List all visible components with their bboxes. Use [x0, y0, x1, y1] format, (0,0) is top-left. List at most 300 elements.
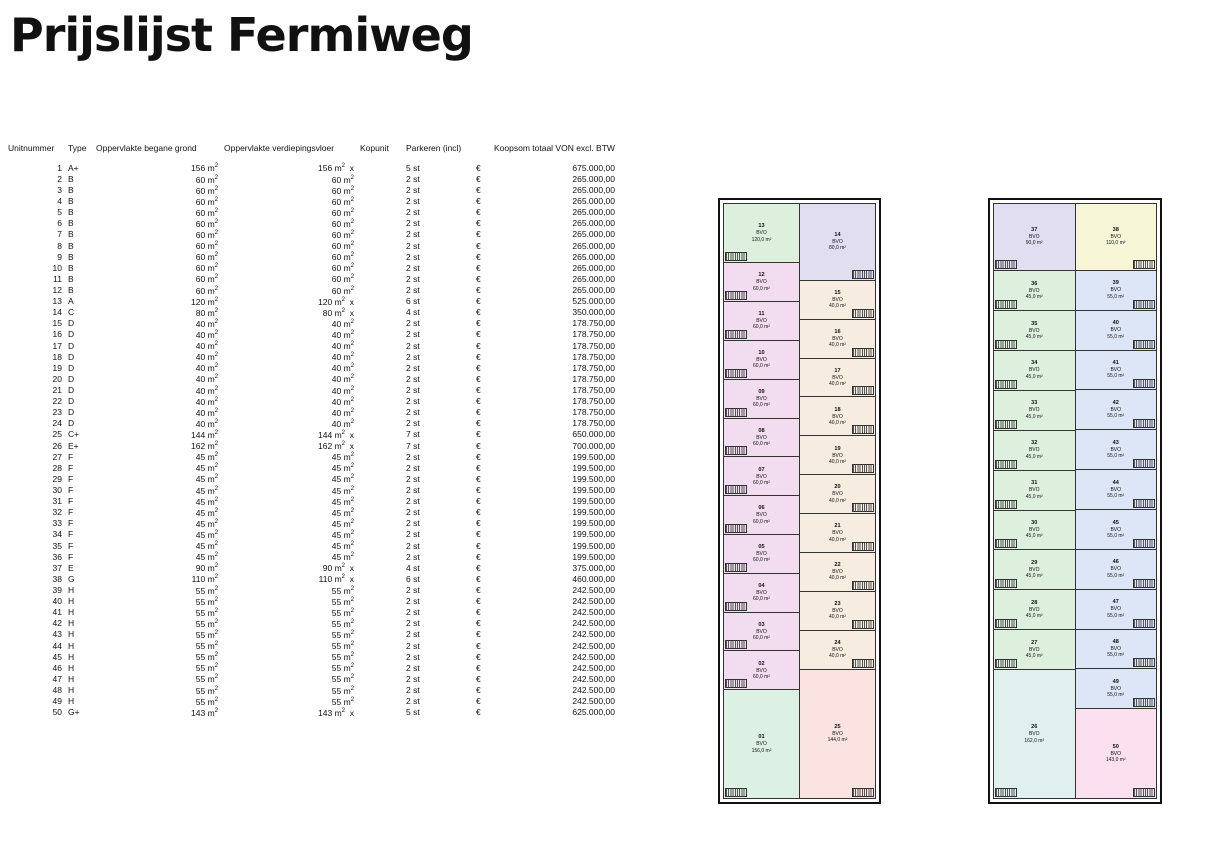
- floorplan-unit-36[interactable]: [994, 271, 1075, 311]
- cell-kopunit: [360, 229, 406, 240]
- cell-upper-area: 110 $m^2$ x: [318, 574, 354, 585]
- cell-currency: €: [476, 673, 481, 684]
- floorplan-block-2-inner: [993, 203, 1157, 799]
- cell-unit: 45: [52, 651, 62, 662]
- cell-price: 265.000,00: [572, 185, 615, 196]
- floorplan-unit-48[interactable]: [1076, 630, 1157, 670]
- floorplan-unit-bvo-label: BVO: [756, 589, 767, 596]
- cell-type: F: [68, 484, 74, 495]
- cell-currency: €: [476, 362, 481, 373]
- cell-currency: €: [476, 529, 481, 540]
- floorplan-unit-44[interactable]: [1076, 470, 1157, 510]
- cell-price: 178.750,00: [572, 418, 615, 429]
- cell-upper-area: 55 $m^2$: [331, 652, 354, 663]
- cell-unit: 47: [52, 673, 62, 684]
- floorplan-stair-icon: [725, 640, 747, 649]
- floorplan-stair-icon: [995, 260, 1017, 269]
- table-row: [8, 629, 621, 640]
- cell-currency: €: [476, 540, 481, 551]
- cell-type: H: [68, 651, 75, 662]
- cell-parking: 2 st: [406, 596, 420, 607]
- cell-parking: 2 st: [406, 318, 420, 329]
- cell-ground-area: 55 $m^2$: [195, 652, 218, 663]
- cell-currency: €: [476, 462, 481, 473]
- floorplan-unit-13[interactable]: [724, 204, 799, 263]
- cell-upper-area: 55 $m^2$: [331, 674, 354, 685]
- floorplan-stair-icon: [1133, 499, 1155, 508]
- cell-price: 242.500,00: [572, 696, 615, 707]
- cell-currency: €: [476, 251, 481, 262]
- cell-ground-area: 55 $m^2$: [195, 629, 218, 640]
- cell-type: D: [68, 373, 75, 384]
- floorplan-block-2-column-left: [994, 204, 1076, 798]
- floorplan-unit-23[interactable]: [800, 592, 875, 631]
- cell-ground-area: 45 $m^2$: [195, 507, 218, 518]
- table-row: [8, 340, 621, 351]
- cell-parking: 2 st: [406, 229, 420, 240]
- floorplan-unit-bvo-label: BVO: [756, 357, 767, 364]
- cell-unit: 40: [52, 596, 62, 607]
- floorplan-unit-number: 28: [1031, 600, 1038, 607]
- table-row: [8, 551, 621, 562]
- cell-unit: 6: [57, 218, 62, 229]
- table-row: [8, 285, 621, 296]
- table-row: [8, 674, 621, 685]
- cell-type: F: [68, 529, 74, 540]
- floorplan-unit-area: 40,0 m²: [829, 419, 846, 426]
- cell-upper-area: 60 $m^2$: [331, 174, 354, 185]
- floorplan-block-1-inner: [723, 203, 876, 799]
- cell-unit: 1: [57, 162, 62, 173]
- cell-parking: 5 st: [406, 707, 420, 718]
- floorplan-unit-area: 45,0 m²: [1025, 453, 1043, 460]
- floorplan-unit-area: 55,0 m²: [1107, 293, 1125, 300]
- cell-upper-area: 40 $m^2$: [331, 363, 354, 374]
- cell-kopunit: [360, 618, 406, 629]
- cell-price: 178.750,00: [572, 351, 615, 362]
- floorplan-unit-area: 60,0 m²: [753, 635, 770, 642]
- cell-type: F: [68, 551, 74, 562]
- cell-unit: 2: [57, 173, 62, 184]
- cell-parking: 2 st: [406, 684, 420, 695]
- floorplan-unit-50[interactable]: [1076, 709, 1157, 798]
- cell-currency: €: [476, 440, 481, 451]
- cell-ground-area: 40 $m^2$: [195, 329, 218, 340]
- floorplan-unit-area: 45,0 m²: [1025, 613, 1043, 620]
- floorplan-stair-icon: [1133, 340, 1155, 349]
- cell-kopunit: [360, 318, 406, 329]
- floorplan-unit-29[interactable]: [994, 550, 1075, 590]
- cell-currency: €: [476, 373, 481, 384]
- cell-upper-area: 55 $m^2$: [331, 663, 354, 674]
- floorplan-stair-icon: [1133, 788, 1155, 797]
- cell-currency: €: [476, 240, 481, 251]
- floorplan-stair-icon: [852, 309, 874, 318]
- table-row: [8, 596, 621, 607]
- cell-unit: 44: [52, 640, 62, 651]
- floorplan-unit-25[interactable]: [800, 670, 875, 798]
- cell-price: 525.000,00: [572, 296, 615, 307]
- floorplan-unit-bvo-label: BVO: [1110, 446, 1122, 453]
- cell-unit: 43: [52, 629, 62, 640]
- cell-currency: €: [476, 640, 481, 651]
- cell-price: 199.500,00: [572, 551, 615, 562]
- cell-type: H: [68, 662, 75, 673]
- table-row: [8, 196, 621, 207]
- floorplan-unit-49[interactable]: [1076, 669, 1157, 709]
- cell-ground-area: 162 $m^2$: [191, 440, 218, 451]
- floorplan-unit-20[interactable]: [800, 475, 875, 514]
- cell-currency: €: [476, 629, 481, 640]
- floorplan-stair-icon: [995, 539, 1017, 548]
- cell-price: 199.500,00: [572, 507, 615, 518]
- floorplan-unit-30[interactable]: [994, 511, 1075, 551]
- cell-parking: 2 st: [406, 384, 420, 395]
- cell-price: 178.750,00: [572, 373, 615, 384]
- floorplan-unit-27[interactable]: [994, 630, 1075, 670]
- table-row: [8, 585, 621, 596]
- floorplan-stair-icon: [995, 380, 1017, 389]
- cell-ground-area: 45 $m^2$: [195, 452, 218, 463]
- cell-currency: €: [476, 340, 481, 351]
- cell-currency: €: [476, 707, 481, 718]
- floorplan-unit-22[interactable]: [800, 553, 875, 592]
- floorplan-unit-number: 38: [1112, 227, 1119, 234]
- cell-type: H: [68, 673, 75, 684]
- cell-ground-area: 143 $m^2$: [191, 707, 218, 718]
- cell-currency: €: [476, 207, 481, 218]
- floorplan-unit-number: 42: [1112, 400, 1119, 407]
- floorplan-unit-area: 55,0 m²: [1107, 652, 1125, 659]
- floorplan-unit-47[interactable]: [1076, 590, 1157, 630]
- floorplan-stair-icon: [995, 579, 1017, 588]
- cell-kopunit: [360, 385, 406, 396]
- table-row: [8, 251, 621, 262]
- floorplan-unit-bvo-label: BVO: [1028, 287, 1040, 294]
- floorplan-unit-number: 17: [834, 367, 841, 374]
- cell-type: G: [68, 573, 75, 584]
- cell-unit: 5: [57, 207, 62, 218]
- floorplan-unit-area: 110,0 m²: [1106, 240, 1126, 247]
- floorplan-unit-area: 60,0 m²: [753, 673, 770, 680]
- floorplan-unit-34[interactable]: [994, 351, 1075, 391]
- floorplan-unit-bvo-label: BVO: [1028, 567, 1040, 574]
- cell-ground-area: 40 $m^2$: [195, 318, 218, 329]
- floorplan-unit-05[interactable]: [724, 535, 799, 574]
- floorplan-unit-42[interactable]: [1076, 390, 1157, 430]
- floorplan-unit-21[interactable]: [800, 514, 875, 553]
- cell-parking: 2 st: [406, 673, 420, 684]
- cell-upper-area: 45 $m^2$: [331, 474, 354, 485]
- cell-parking: 2 st: [406, 173, 420, 184]
- floorplan-block-2-column-right: [1076, 204, 1157, 798]
- cell-price: 700.000,00: [572, 440, 615, 451]
- floorplan-unit-14[interactable]: [800, 204, 875, 281]
- floorplan-unit-bvo-label: BVO: [1028, 607, 1040, 614]
- floorplan-stair-icon: [852, 659, 874, 668]
- cell-currency: €: [476, 418, 481, 429]
- floorplan-unit-19[interactable]: [800, 436, 875, 475]
- cell-upper-area: 40 $m^2$: [331, 374, 354, 385]
- cell-ground-area: 156 $m^2$: [191, 163, 218, 174]
- cell-upper-area: 40 $m^2$: [331, 418, 354, 429]
- cell-kopunit: [360, 518, 406, 529]
- column-header-parking: Parkeren (incl): [406, 143, 462, 153]
- table-row: [8, 318, 621, 329]
- cell-upper-area: 55 $m^2$: [331, 607, 354, 618]
- cell-unit: 27: [52, 451, 62, 462]
- cell-price: 178.750,00: [572, 362, 615, 373]
- cell-price: 199.500,00: [572, 529, 615, 540]
- cell-type: A+: [68, 162, 79, 173]
- cell-parking: 2 st: [406, 185, 420, 196]
- cell-type: B: [68, 251, 74, 262]
- floorplan-unit-number: 07: [758, 466, 765, 473]
- floorplan-unit-08[interactable]: [724, 419, 799, 458]
- cell-type: G+: [68, 707, 80, 718]
- cell-ground-area: 55 $m^2$: [195, 663, 218, 674]
- cell-ground-area: 90 $m^2$: [195, 563, 218, 574]
- cell-ground-area: 55 $m^2$: [195, 685, 218, 696]
- cell-kopunit: [360, 662, 406, 673]
- cell-parking: 2 st: [406, 418, 420, 429]
- floorplan-unit-28[interactable]: [994, 590, 1075, 630]
- floorplan-unit-46[interactable]: [1076, 550, 1157, 590]
- floorplan-unit-02[interactable]: [724, 651, 799, 690]
- cell-type: D: [68, 396, 75, 407]
- floorplan-unit-06[interactable]: [724, 496, 799, 535]
- cell-kopunit: [360, 607, 406, 618]
- cell-type: H: [68, 618, 75, 629]
- floorplan-unit-43[interactable]: [1076, 430, 1157, 470]
- cell-currency: €: [476, 662, 481, 673]
- cell-type: F: [68, 540, 74, 551]
- floorplan-unit-09[interactable]: [724, 380, 799, 419]
- cell-unit: 49: [52, 696, 62, 707]
- floorplan-unit-bvo-label: BVO: [832, 335, 843, 342]
- floorplan-unit-12[interactable]: [724, 263, 799, 302]
- floorplan-unit-bvo-label: BVO: [1110, 566, 1122, 573]
- floorplan-unit-number: 25: [834, 724, 841, 731]
- cell-currency: €: [476, 307, 481, 318]
- cell-type: B: [68, 218, 74, 229]
- cell-price: 675.000,00: [572, 162, 615, 173]
- cell-kopunit: [360, 185, 406, 196]
- cell-kopunit: [360, 485, 406, 496]
- floorplan-unit-38[interactable]: [1076, 204, 1157, 271]
- floorplan-stair-icon: [1133, 658, 1155, 667]
- cell-price: 265.000,00: [572, 240, 615, 251]
- cell-parking: 6 st: [406, 296, 420, 307]
- cell-parking: 2 st: [406, 251, 420, 262]
- cell-type: F: [68, 496, 74, 507]
- floorplan-unit-number: 33: [1031, 400, 1038, 407]
- cell-kopunit: [360, 351, 406, 362]
- floorplan-unit-24[interactable]: [800, 631, 875, 670]
- cell-price: 265.000,00: [572, 262, 615, 273]
- cell-parking: 2 st: [406, 662, 420, 673]
- cell-kopunit: [360, 462, 406, 473]
- cell-currency: €: [476, 496, 481, 507]
- floorplan-unit-15[interactable]: [800, 281, 875, 320]
- cell-unit: 29: [52, 473, 62, 484]
- table-row: [8, 485, 621, 496]
- cell-type: H: [68, 640, 75, 651]
- floorplan-unit-number: 48: [1112, 639, 1119, 646]
- floorplan-unit-number: 43: [1112, 439, 1119, 446]
- cell-parking: 2 st: [406, 196, 420, 207]
- floorplan-unit-41[interactable]: [1076, 351, 1157, 391]
- table-row: [8, 651, 621, 662]
- floorplan-unit-area: 143,0 m²: [1105, 757, 1126, 764]
- floorplan-unit-11[interactable]: [724, 302, 799, 341]
- cell-type: B: [68, 185, 74, 196]
- cell-price: 199.500,00: [572, 462, 615, 473]
- cell-price: 625.000,00: [572, 707, 615, 718]
- floorplan-unit-17[interactable]: [800, 359, 875, 398]
- cell-ground-area: 60 $m^2$: [195, 185, 218, 196]
- cell-kopunit: [360, 540, 406, 551]
- cell-ground-area: 110 $m^2$: [191, 574, 218, 585]
- cell-kopunit: [360, 651, 406, 662]
- floorplan-unit-area: 80,0 m²: [829, 245, 846, 252]
- floorplan-unit-area: 40,0 m²: [829, 342, 846, 349]
- cell-ground-area: 60 $m^2$: [195, 207, 218, 218]
- cell-unit: 24: [52, 418, 62, 429]
- floorplan-stair-icon: [995, 300, 1017, 309]
- floorplan-unit-bvo-label: BVO: [756, 741, 767, 748]
- cell-ground-area: 55 $m^2$: [195, 696, 218, 707]
- cell-upper-area: 45 $m^2$: [331, 507, 354, 518]
- floorplan-unit-number: 44: [1112, 479, 1119, 486]
- floorplan-unit-26[interactable]: [994, 670, 1075, 798]
- floorplan-unit-number: 20: [834, 484, 841, 491]
- floorplan-unit-31[interactable]: [994, 471, 1075, 511]
- cell-type: B: [68, 262, 74, 273]
- floorplan-unit-area: 60,0 m²: [753, 402, 770, 409]
- cell-unit: 14: [52, 307, 62, 318]
- floorplan-unit-area: 55,0 m²: [1107, 572, 1125, 579]
- floorplan-stair-icon: [1133, 539, 1155, 548]
- floorplan-unit-16[interactable]: [800, 320, 875, 359]
- floorplan-unit-07[interactable]: [724, 457, 799, 496]
- cell-currency: €: [476, 229, 481, 240]
- cell-kopunit: [360, 163, 406, 174]
- cell-currency: €: [476, 584, 481, 595]
- cell-unit: 21: [52, 384, 62, 395]
- floorplan-unit-bvo-label: BVO: [832, 239, 843, 246]
- floorplan-unit-40[interactable]: [1076, 311, 1157, 351]
- floorplan-unit-number: 21: [834, 523, 841, 530]
- pricelist-body: [8, 163, 621, 718]
- cell-kopunit: [360, 240, 406, 251]
- table-row: [8, 185, 621, 196]
- cell-type: C: [68, 307, 75, 318]
- floorplan-unit-number: 24: [834, 640, 841, 647]
- floorplan-unit-45[interactable]: [1076, 510, 1157, 550]
- cell-ground-area: 45 $m^2$: [195, 463, 218, 474]
- floorplan-unit-area: 45,0 m²: [1025, 413, 1043, 420]
- floorplan-unit-number: 15: [834, 290, 841, 296]
- cell-ground-area: 55 $m^2$: [195, 618, 218, 629]
- floorplan-unit-number: 06: [758, 505, 765, 512]
- floorplan-stair-icon: [852, 348, 874, 357]
- cell-parking: 2 st: [406, 518, 420, 529]
- cell-currency: €: [476, 651, 481, 662]
- floorplan-unit-area: 40,0 m²: [829, 381, 846, 388]
- cell-unit: 4: [57, 196, 62, 207]
- cell-ground-area: 45 $m^2$: [195, 529, 218, 540]
- cell-ground-area: 45 $m^2$: [195, 518, 218, 529]
- cell-ground-area: 45 $m^2$: [195, 485, 218, 496]
- floorplan-unit-39[interactable]: [1076, 271, 1157, 311]
- cell-unit: 17: [52, 340, 62, 351]
- floorplan-unit-32[interactable]: [994, 431, 1075, 471]
- table-header-row: [8, 144, 621, 163]
- cell-type: B: [68, 285, 74, 295]
- cell-type: F: [68, 462, 74, 473]
- floorplan-unit-10[interactable]: [724, 341, 799, 380]
- cell-price: 242.500,00: [572, 596, 615, 607]
- cell-parking: 2 st: [406, 218, 420, 229]
- cell-type: B: [68, 240, 74, 251]
- floorplan-unit-bvo-label: BVO: [1110, 407, 1122, 414]
- table-row: [8, 518, 621, 529]
- floorplan-stair-icon: [995, 619, 1017, 628]
- cell-price: 178.750,00: [572, 407, 615, 418]
- cell-kopunit: [360, 451, 406, 462]
- cell-kopunit: [360, 396, 406, 407]
- pricelist-table: [8, 144, 621, 718]
- cell-upper-area: 143 $m^2$ x: [318, 707, 354, 718]
- floorplan-unit-04[interactable]: [724, 574, 799, 613]
- cell-type: F: [68, 518, 74, 529]
- floorplan-unit-area: 55,0 m²: [1107, 692, 1125, 699]
- cell-kopunit: [360, 551, 406, 562]
- floorplan-stair-icon: [995, 460, 1017, 469]
- cell-unit: 10: [52, 262, 62, 273]
- cell-price: 178.750,00: [572, 396, 615, 407]
- floorplan-unit-03[interactable]: [724, 613, 799, 652]
- floorplan-unit-number: 29: [1031, 560, 1038, 567]
- cell-ground-area: 55 $m^2$: [195, 674, 218, 685]
- floorplan-unit-number: 27: [1031, 640, 1038, 647]
- floorplan-unit-bvo-label: BVO: [756, 230, 767, 237]
- cell-type: H: [68, 584, 75, 595]
- cell-parking: 2 st: [406, 207, 420, 218]
- floorplan-unit-number: 11: [758, 311, 765, 318]
- floorplan-unit-number: 47: [1112, 599, 1119, 606]
- cell-kopunit: [360, 507, 406, 518]
- floorplan-unit-number: 37: [1031, 227, 1038, 234]
- floorplan-unit-number: 04: [758, 583, 765, 589]
- floorplan-unit-33[interactable]: [994, 391, 1075, 431]
- cell-upper-area: 144 $m^2$ x: [318, 429, 354, 440]
- cell-parking: 2 st: [406, 362, 420, 373]
- floorplan-unit-35[interactable]: [994, 311, 1075, 351]
- cell-upper-area: 60 $m^2$: [331, 263, 354, 274]
- cell-currency: €: [476, 351, 481, 362]
- cell-currency: €: [476, 185, 481, 196]
- table-row: [8, 229, 621, 240]
- floorplan-unit-18[interactable]: [800, 397, 875, 436]
- cell-price: 265.000,00: [572, 207, 615, 218]
- cell-price: 242.500,00: [572, 629, 615, 640]
- cell-price: 178.750,00: [572, 329, 615, 340]
- floorplan-unit-bvo-label: BVO: [1028, 487, 1040, 494]
- floorplan-unit-01[interactable]: [724, 690, 799, 798]
- floorplan-unit-37[interactable]: [994, 204, 1075, 271]
